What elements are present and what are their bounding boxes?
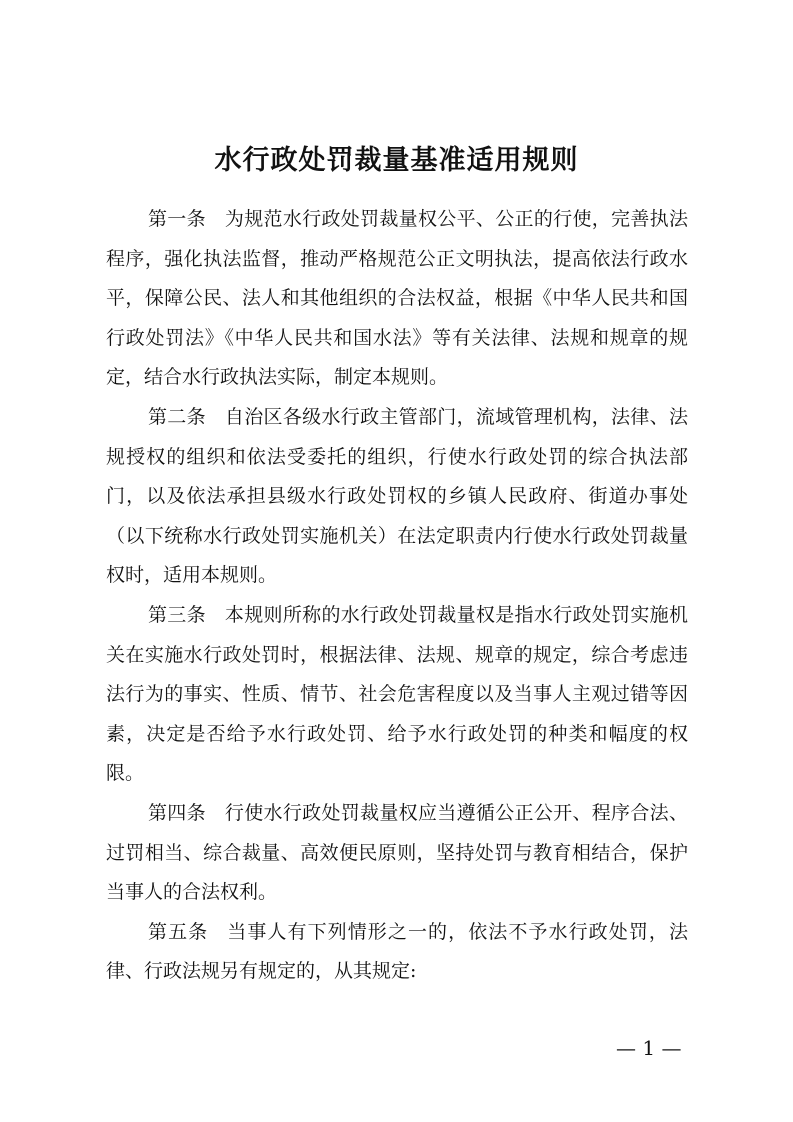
article-5 bbox=[106, 913, 688, 992]
article-number: 第四条 bbox=[148, 801, 206, 824]
article-3 bbox=[106, 596, 688, 794]
article-text: 本规则所称的水行政处罚裁量权是指水行政处罚实施机关在实施水行政处罚时，根据法律、法规、规章的规定，综合考虑违法行为的事实、性质、情节、社会危害程度以及当事人主观过错等因素，决定是否给予水行政处罚、给予水行政处罚的种类和幅度的权限。 bbox=[106, 603, 688, 785]
article-number: 第五条 bbox=[148, 920, 209, 943]
article-4 bbox=[106, 794, 688, 913]
article-number: 第三条 bbox=[148, 603, 206, 626]
article-number: 第一条 bbox=[148, 208, 206, 230]
article-text: 为规范水行政处罚裁量权公平、公正的行使，完善执法程序，强化执法监督，推动严格规范公正文明执法，提高依法行政水平，保障公民、法人和其他组织的合法权益，根据《中华人民共和国行政处罚法》《中华人民共和国水法》等有关法律、法规和规章的规定，结合水行政执法实际，制定本规则。 bbox=[106, 208, 688, 389]
article-text: 行使水行政处罚裁量权应当遵循公正公开、程序合法、过罚相当、综合裁量、高效便民原则，坚持处罚与教育相结合，保护当事人的合法权利。 bbox=[106, 801, 688, 904]
article-2 bbox=[106, 398, 688, 596]
page-number: — 1 — bbox=[616, 1036, 682, 1060]
article-text: 自治区各级水行政主管部门，流域管理机构，法律、法规授权的组织和依法受委托的组织，行使水行政处罚的综合执法部门，以及依法承担县级水行政处罚权的乡镇人民政府、街道办事处（以下统称水行政处罚实施机关）在法定职责内行使水行政处罚裁量权时，适用本规则。 bbox=[106, 405, 688, 587]
article-1 bbox=[106, 200, 688, 398]
document-body bbox=[106, 200, 688, 992]
article-text: 当事人有下列情形之一的，依法不予水行政处罚，法律、行政法规另有规定的，从其规定: bbox=[106, 920, 688, 983]
document-title: 水行政处罚裁量基准适用规则 bbox=[214, 145, 579, 176]
article-number: 第二条 bbox=[148, 405, 206, 428]
